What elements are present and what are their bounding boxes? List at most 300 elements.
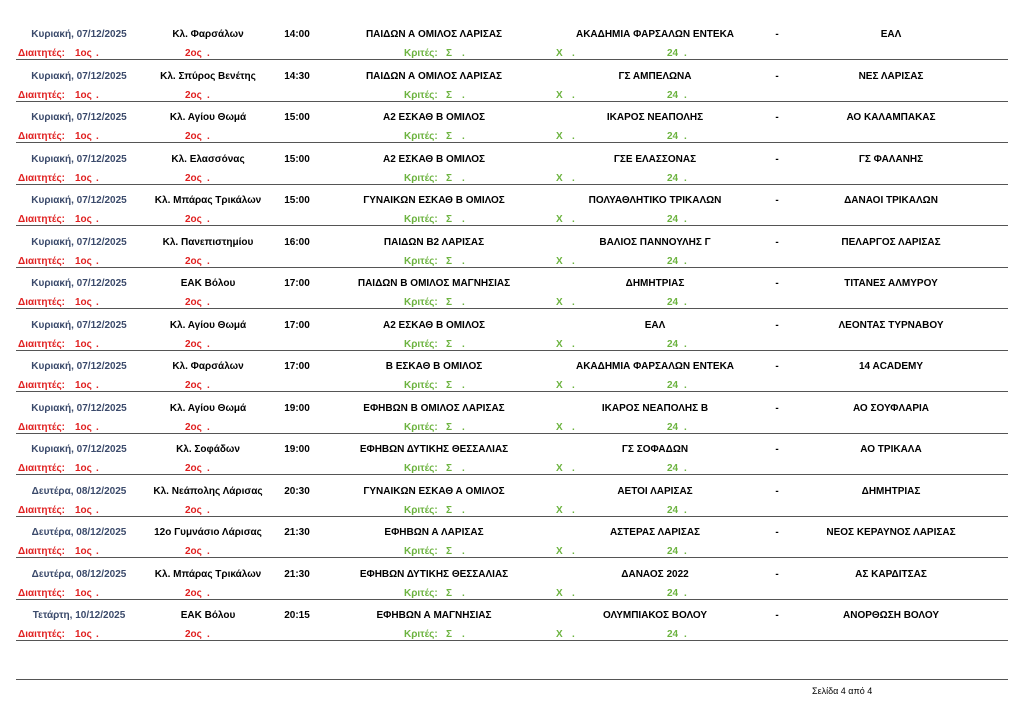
referee-2-label: 2ος (185, 546, 202, 557)
referees-label: Διαιτητές: (18, 89, 65, 101)
match-venue: Κλ. Σοφάδων (176, 444, 240, 455)
judge-24: 24 (667, 504, 679, 516)
judge-sigma: Σ (446, 297, 453, 308)
judge-sigma-dot: . (462, 504, 465, 516)
match-competition: ΕΦΗΒΩΝ Β ΟΜΙΛΟΣ ΛΑΡΙΣΑΣ (363, 402, 505, 414)
judge-chi: Χ (556, 380, 563, 391)
referees-label: Διαιτητές: (18, 421, 65, 433)
judges-label: Κριτές: (404, 421, 438, 433)
vs-dash: - (775, 361, 779, 372)
judge-chi-dot: . (572, 504, 575, 516)
judge-24-dot: . (684, 629, 687, 640)
referee-1-label: 1ος (75, 587, 92, 599)
judge-24-dot: . (684, 255, 687, 267)
judge-sigma: Σ (446, 255, 453, 267)
match-venue: Κλ. Φαρσάλων (172, 361, 244, 372)
judge-sigma: Σ (446, 131, 453, 142)
match-date: Κυριακή, 07/12/2025 (31, 444, 127, 455)
match-date: Κυριακή, 07/12/2025 (31, 319, 127, 331)
judge-24: 24 (667, 587, 679, 599)
match-venue: ΕΑΚ Βόλου (180, 610, 236, 621)
judge-chi: Χ (556, 338, 563, 350)
referee-1-dot: . (96, 587, 99, 599)
match-row (16, 558, 1008, 600)
judge-24-dot: . (684, 463, 687, 474)
judge-sigma-dot: . (462, 380, 465, 391)
match-time: 15:00 (284, 112, 310, 123)
referee-2-dot: . (207, 131, 210, 142)
judges-label: Κριτές: (404, 255, 438, 267)
referee-1-label: 1ος (75, 380, 92, 391)
vs-dash: - (775, 485, 779, 497)
match-info-line (16, 485, 1008, 499)
judge-sigma-dot: . (462, 172, 465, 184)
judge-sigma-dot: . (462, 297, 465, 308)
judge-24: 24 (667, 546, 679, 557)
match-info-line (16, 319, 1008, 333)
match-info-line (16, 609, 1008, 623)
match-competition: Α2 ΕΣΚΑΘ Β ΟΜΙΛΟΣ (382, 112, 486, 123)
judge-chi: Χ (556, 131, 563, 142)
match-info-line (16, 360, 1008, 374)
away-team: ΑΣ ΚΑΡΔΙΤΣΑΣ (855, 568, 927, 580)
away-team: ΑΟ ΚΑΛΑΜΠΑΚΑΣ (846, 112, 936, 123)
referee-1-label: 1ος (75, 131, 92, 142)
match-info-line (16, 111, 1008, 125)
match-time: 17:00 (284, 319, 310, 331)
judge-chi: Χ (556, 546, 563, 557)
referee-2-label: 2ος (185, 380, 202, 391)
referee-1-label: 1ος (75, 504, 92, 516)
judges-label: Κριτές: (404, 131, 438, 142)
judge-24-dot: . (684, 546, 687, 557)
referee-1-label: 1ος (75, 48, 92, 59)
judge-chi: Χ (556, 255, 563, 267)
home-team: ΔΑΝΑΟΣ 2022 (621, 568, 689, 580)
referee-1-dot: . (96, 172, 99, 184)
judge-sigma: Σ (446, 421, 453, 433)
judge-24-dot: . (684, 338, 687, 350)
home-team: ΟΛΥΜΠΙΑΚΟΣ ΒΟΛΟΥ (602, 610, 708, 621)
home-team: ΔΗΜΗΤΡΙΑΣ (625, 278, 685, 289)
referee-2-dot: . (207, 214, 210, 225)
judge-chi: Χ (556, 504, 563, 516)
judge-sigma: Σ (446, 629, 453, 640)
judge-chi: Χ (556, 172, 563, 184)
match-row (16, 143, 1008, 185)
judge-sigma: Σ (446, 587, 453, 599)
away-team: ΔΑΝΑΟΙ ΤΡΙΚΑΛΩΝ (844, 195, 938, 206)
match-info-line (16, 443, 1008, 457)
away-team: ΔΗΜΗΤΡΙΑΣ (861, 485, 921, 497)
away-team: ΤΙΤΑΝΕΣ ΑΛΜΥΡΟΥ (844, 278, 938, 289)
away-team: ΛΕΟΝΤΑΣ ΤΥΡΝΑΒΟΥ (838, 319, 944, 331)
judge-chi: Χ (556, 421, 563, 433)
match-competition: ΓΥΝΑΙΚΩΝ ΕΣΚΑΘ Α ΟΜΙΛΟΣ (363, 485, 505, 497)
referee-2-label: 2ος (185, 255, 202, 267)
judge-sigma-dot: . (462, 421, 465, 433)
match-row (16, 599, 1008, 641)
match-time: 21:30 (284, 527, 310, 538)
match-row (16, 184, 1008, 226)
vs-dash: - (775, 444, 779, 455)
referee-2-label: 2ος (185, 463, 202, 474)
judge-24: 24 (667, 338, 679, 350)
match-competition: ΓΥΝΑΙΚΩΝ ΕΣΚΑΘ Β ΟΜΙΛΟΣ (363, 195, 505, 206)
referee-1-dot: . (96, 421, 99, 433)
referees-label: Διαιτητές: (18, 338, 65, 350)
match-time: 15:00 (284, 195, 310, 206)
match-time: 17:00 (284, 278, 310, 289)
referees-label: Διαιτητές: (18, 463, 65, 474)
judge-24-dot: . (684, 297, 687, 308)
judge-24: 24 (667, 297, 679, 308)
judge-sigma: Σ (446, 463, 453, 474)
judge-chi-dot: . (572, 255, 575, 267)
match-time: 20:15 (284, 610, 310, 621)
judge-chi-dot: . (572, 463, 575, 474)
judge-chi: Χ (556, 297, 563, 308)
vs-dash: - (775, 568, 779, 580)
match-venue: Κλ. Νεάπολης Λάρισας (153, 485, 263, 497)
judges-label: Κριτές: (404, 48, 438, 59)
referee-1-label: 1ος (75, 214, 92, 225)
judges-label: Κριτές: (404, 629, 438, 640)
referee-1-dot: . (96, 629, 99, 640)
referee-2-label: 2ος (185, 587, 202, 599)
referee-1-label: 1ος (75, 546, 92, 557)
officials-line (16, 628, 1008, 642)
match-venue: 12ο Γυμνάσιο Λάρισας (154, 527, 262, 538)
referee-1-dot: . (96, 255, 99, 267)
match-time: 16:00 (284, 236, 310, 248)
match-info-line (16, 236, 1008, 250)
referee-2-dot: . (207, 172, 210, 184)
footer-divider (16, 679, 1008, 680)
judge-sigma-dot: . (462, 338, 465, 350)
judge-24-dot: . (684, 89, 687, 101)
judge-24: 24 (667, 214, 679, 225)
judge-sigma-dot: . (462, 629, 465, 640)
match-date: Κυριακή, 07/12/2025 (31, 112, 127, 123)
judges-label: Κριτές: (404, 172, 438, 184)
home-team: ΕΑΛ (644, 319, 666, 331)
judge-24: 24 (667, 255, 679, 267)
match-date: Δευτέρα, 08/12/2025 (31, 485, 127, 497)
referee-2-dot: . (207, 421, 210, 433)
judge-sigma: Σ (446, 546, 453, 557)
referee-1-dot: . (96, 297, 99, 308)
referee-2-label: 2ος (185, 629, 202, 640)
referee-2-label: 2ος (185, 338, 202, 350)
judge-chi: Χ (556, 214, 563, 225)
referee-2-dot: . (207, 255, 210, 267)
match-row (16, 226, 1008, 268)
judges-label: Κριτές: (404, 380, 438, 391)
match-time: 15:00 (284, 153, 310, 165)
match-date: Κυριακή, 07/12/2025 (31, 153, 127, 165)
match-competition: ΕΦΗΒΩΝ ΔΥΤΙΚΗΣ ΘΕΣΣΑΛΙΑΣ (359, 568, 509, 580)
away-team: ΑΝΟΡΘΩΣΗ ΒΟΛΟΥ (843, 610, 939, 621)
referee-2-dot: . (207, 587, 210, 599)
match-date: Δευτέρα, 08/12/2025 (31, 568, 127, 580)
away-team: ΕΑΛ (880, 29, 902, 40)
referee-1-label: 1ος (75, 89, 92, 101)
match-competition: ΕΦΗΒΩΝ Α ΜΑΓΝΗΣΙΑΣ (376, 610, 492, 621)
vs-dash: - (775, 236, 779, 248)
judge-24: 24 (667, 629, 679, 640)
match-venue: Κλ. Μπάρας Τρικάλων (154, 195, 262, 206)
judge-chi-dot: . (572, 297, 575, 308)
match-competition: Α2 ΕΣΚΑΘ Β ΟΜΙΛΟΣ (382, 319, 486, 331)
match-row (16, 433, 1008, 475)
home-team: ΓΣΕ ΕΛΑΣΣΟΝΑΣ (613, 153, 697, 165)
referees-label: Διαιτητές: (18, 587, 65, 599)
match-info-line (16, 194, 1008, 208)
match-competition: ΕΦΗΒΩΝ Α ΛΑΡΙΣΑΣ (384, 527, 484, 538)
match-date: Κυριακή, 07/12/2025 (31, 278, 127, 289)
match-venue: Κλ. Σπύρος Βενέτης (160, 70, 256, 82)
vs-dash: - (775, 29, 779, 40)
match-venue: ΕΑΚ Βόλου (180, 278, 236, 289)
referees-label: Διαιτητές: (18, 297, 65, 308)
judge-sigma: Σ (446, 89, 453, 101)
referee-2-label: 2ος (185, 48, 202, 59)
match-time: 14:00 (284, 29, 310, 40)
judge-24-dot: . (684, 380, 687, 391)
match-competition: ΠΑΙΔΩΝ Α ΟΜΙΛΟΣ ΛΑΡΙΣΑΣ (365, 70, 503, 82)
referee-2-dot: . (207, 380, 210, 391)
judge-24-dot: . (684, 172, 687, 184)
match-venue: Κλ. Ελασσόνας (171, 153, 245, 165)
match-date: Κυριακή, 07/12/2025 (31, 70, 127, 82)
referee-2-dot: . (207, 504, 210, 516)
judge-24: 24 (667, 48, 679, 59)
match-row (16, 60, 1008, 102)
judges-label: Κριτές: (404, 338, 438, 350)
match-time: 19:00 (284, 444, 310, 455)
match-row (16, 392, 1008, 434)
referees-label: Διαιτητές: (18, 48, 65, 59)
referees-label: Διαιτητές: (18, 629, 65, 640)
referee-1-label: 1ος (75, 629, 92, 640)
match-info-line (16, 526, 1008, 540)
referee-1-label: 1ος (75, 255, 92, 267)
vs-dash: - (775, 195, 779, 206)
judges-label: Κριτές: (404, 297, 438, 308)
match-venue: Κλ. Πανεπιστημίου (162, 236, 254, 248)
judge-sigma-dot: . (462, 255, 465, 267)
match-time: 14:30 (284, 70, 310, 82)
home-team: ΑΚΑΔΗΜΙΑ ΦΑΡΣΑΛΩΝ ΕΝΤΕΚΑ (575, 361, 735, 372)
judge-chi: Χ (556, 629, 563, 640)
vs-dash: - (775, 402, 779, 414)
match-row (16, 516, 1008, 558)
match-date: Κυριακή, 07/12/2025 (31, 195, 127, 206)
match-competition: Α2 ΕΣΚΑΘ Β ΟΜΙΛΟΣ (382, 153, 486, 165)
vs-dash: - (775, 527, 779, 538)
judge-sigma: Σ (446, 172, 453, 184)
judge-chi-dot: . (572, 131, 575, 142)
judge-chi-dot: . (572, 172, 575, 184)
match-info-line (16, 568, 1008, 582)
referees-label: Διαιτητές: (18, 546, 65, 557)
referees-label: Διαιτητές: (18, 380, 65, 391)
referee-2-label: 2ος (185, 297, 202, 308)
judge-24-dot: . (684, 421, 687, 433)
judge-sigma: Σ (446, 214, 453, 225)
judge-sigma: Σ (446, 504, 453, 516)
match-time: 20:30 (284, 485, 310, 497)
judge-chi-dot: . (572, 421, 575, 433)
referee-2-label: 2ος (185, 214, 202, 225)
match-date: Κυριακή, 07/12/2025 (31, 361, 127, 372)
match-row (16, 350, 1008, 392)
referee-2-label: 2ος (185, 504, 202, 516)
match-time: 19:00 (284, 402, 310, 414)
match-date: Τετάρτη, 10/12/2025 (32, 610, 126, 621)
home-team: ΓΣ ΑΜΠΕΛΩΝΑ (618, 70, 692, 82)
page-number: Σελίδα 4 από 4 (812, 686, 873, 696)
match-info-line (16, 277, 1008, 291)
vs-dash: - (775, 70, 779, 82)
match-row (16, 309, 1008, 351)
match-row (16, 18, 1008, 60)
home-team: ΑΕΤΟΙ ΛΑΡΙΣΑΣ (617, 485, 693, 497)
match-date: Κυριακή, 07/12/2025 (31, 236, 127, 248)
match-row (16, 267, 1008, 309)
judge-24: 24 (667, 463, 679, 474)
judge-24: 24 (667, 421, 679, 433)
judge-24-dot: . (684, 131, 687, 142)
away-team: ΝΕΟΣ ΚΕΡΑΥΝΟΣ ΛΑΡΙΣΑΣ (826, 527, 956, 538)
match-competition: ΠΑΙΔΩΝ Β ΟΜΙΛΟΣ ΜΑΓΝΗΣΙΑΣ (357, 278, 511, 289)
home-team: ΙΚΑΡΟΣ ΝΕΑΠΟΛΗΣ (606, 112, 704, 123)
judge-24-dot: . (684, 587, 687, 599)
vs-dash: - (775, 610, 779, 621)
match-time: 21:30 (284, 568, 310, 580)
away-team: 14 ACADEMY (858, 361, 924, 372)
vs-dash: - (775, 153, 779, 165)
referee-2-dot: . (207, 338, 210, 350)
referee-1-label: 1ος (75, 338, 92, 350)
match-venue: Κλ. Αγίου Θωμά (169, 112, 247, 123)
match-info-line (16, 402, 1008, 416)
referee-1-dot: . (96, 89, 99, 101)
away-team: ΑΟ ΣΟΥΦΛΑΡΙΑ (852, 402, 930, 414)
judge-sigma-dot: . (462, 89, 465, 101)
referee-2-dot: . (207, 48, 210, 59)
vs-dash: - (775, 278, 779, 289)
match-venue: Κλ. Φαρσάλων (172, 29, 244, 40)
away-team: ΠΕΛΑΡΓΟΣ ΛΑΡΙΣΑΣ (841, 236, 941, 248)
referee-1-dot: . (96, 338, 99, 350)
referee-2-label: 2ος (185, 421, 202, 433)
judges-label: Κριτές: (404, 214, 438, 225)
match-competition: ΠΑΙΔΩΝ Β2 ΛΑΡΙΣΑΣ (383, 236, 485, 248)
judge-chi: Χ (556, 48, 563, 59)
judge-sigma-dot: . (462, 214, 465, 225)
judge-24: 24 (667, 172, 679, 184)
judge-chi-dot: . (572, 380, 575, 391)
judge-24: 24 (667, 89, 679, 101)
match-info-line (16, 153, 1008, 167)
away-team: ΓΣ ΦΑΛΑΝΗΣ (858, 153, 924, 165)
home-team: ΙΚΑΡΟΣ ΝΕΑΠΟΛΗΣ Β (601, 402, 709, 414)
judge-24-dot: . (684, 48, 687, 59)
referee-1-dot: . (96, 131, 99, 142)
judge-sigma-dot: . (462, 48, 465, 59)
referees-label: Διαιτητές: (18, 214, 65, 225)
referee-1-label: 1ος (75, 297, 92, 308)
match-row (16, 101, 1008, 143)
home-team: ΒΑΛΙΟΣ ΠΑΝΝΟΥΛΗΣ Γ (599, 236, 711, 248)
judge-chi-dot: . (572, 89, 575, 101)
referee-1-dot: . (96, 214, 99, 225)
referee-2-label: 2ος (185, 172, 202, 184)
home-team: ΓΣ ΣΟΦΑΔΩΝ (621, 444, 689, 455)
judge-chi: Χ (556, 463, 563, 474)
referee-2-dot: . (207, 463, 210, 474)
referee-1-label: 1ος (75, 421, 92, 433)
judge-24-dot: . (684, 504, 687, 516)
match-row (16, 475, 1008, 517)
referees-label: Διαιτητές: (18, 172, 65, 184)
judges-label: Κριτές: (404, 463, 438, 474)
judge-chi-dot: . (572, 338, 575, 350)
referee-2-dot: . (207, 89, 210, 101)
referee-2-dot: . (207, 546, 210, 557)
referee-1-label: 1ος (75, 463, 92, 474)
judges-label: Κριτές: (404, 89, 438, 101)
vs-dash: - (775, 319, 779, 331)
judge-chi-dot: . (572, 214, 575, 225)
judge-sigma-dot: . (462, 587, 465, 599)
judge-chi: Χ (556, 587, 563, 599)
judge-chi-dot: . (572, 546, 575, 557)
referees-label: Διαιτητές: (18, 131, 65, 142)
judge-24: 24 (667, 131, 679, 142)
home-team: ΑΚΑΔΗΜΙΑ ΦΑΡΣΑΛΩΝ ΕΝΤΕΚΑ (575, 29, 735, 40)
judge-sigma-dot: . (462, 546, 465, 557)
match-competition: ΠΑΙΔΩΝ Α ΟΜΙΛΟΣ ΛΑΡΙΣΑΣ (365, 29, 503, 40)
match-info-line (16, 28, 1008, 42)
away-team: ΑΟ ΤΡΙΚΑΛΑ (860, 444, 922, 455)
match-venue: Κλ. Αγίου Θωμά (169, 319, 247, 331)
judge-chi-dot: . (572, 587, 575, 599)
judges-label: Κριτές: (404, 546, 438, 557)
home-team: ΑΣΤΕΡΑΣ ΛΑΡΙΣΑΣ (609, 527, 701, 538)
home-team: ΠΟΛΥΑΘΛΗΤΙΚΟ ΤΡΙΚΑΛΩΝ (588, 195, 722, 206)
referee-2-dot: . (207, 629, 210, 640)
match-date: Κυριακή, 07/12/2025 (31, 29, 127, 40)
judge-sigma: Σ (446, 338, 453, 350)
judges-label: Κριτές: (404, 504, 438, 516)
referee-1-dot: . (96, 48, 99, 59)
referee-2-dot: . (207, 297, 210, 308)
judge-chi-dot: . (572, 629, 575, 640)
judge-24: 24 (667, 380, 679, 391)
referees-label: Διαιτητές: (18, 255, 65, 267)
judges-label: Κριτές: (404, 587, 438, 599)
referee-1-dot: . (96, 380, 99, 391)
vs-dash: - (775, 112, 779, 123)
match-competition: Β ΕΣΚΑΘ Β ΟΜΙΛΟΣ (385, 361, 483, 372)
referee-1-label: 1ος (75, 172, 92, 184)
match-venue: Κλ. Μπάρας Τρικάλων (154, 568, 262, 580)
judge-chi-dot: . (572, 48, 575, 59)
referee-1-dot: . (96, 546, 99, 557)
